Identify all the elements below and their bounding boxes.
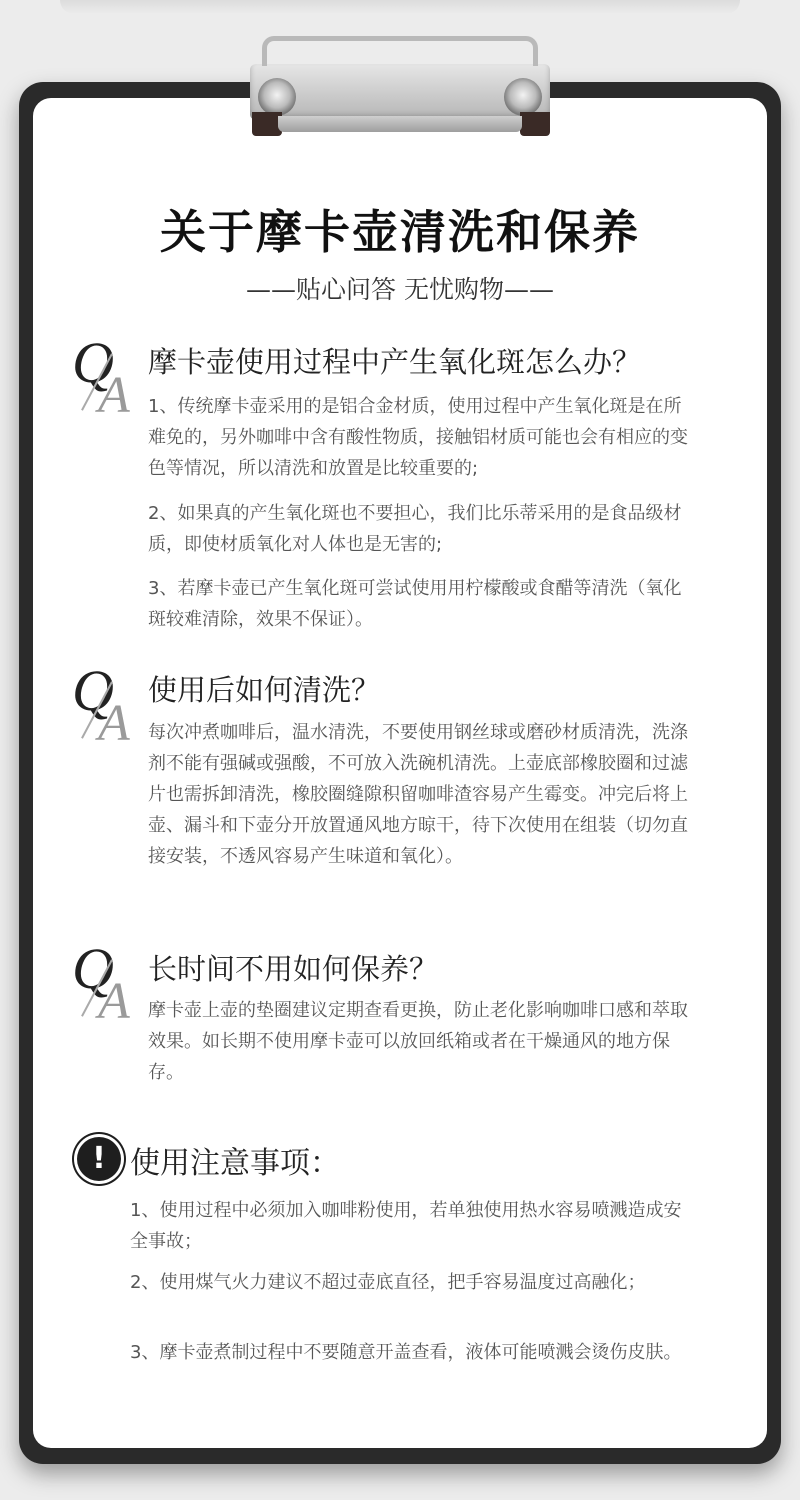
- note-item: 2、使用煤气火力建议不超过壶底直径，把手容易温度过高融化；: [130, 1272, 646, 1293]
- clip-rivet-left: [258, 78, 296, 116]
- answer-paragraph: 摩卡壶上壶的垫圈建议定期查看更换，防止老化影响咖啡口感和萃取效果。如长期不使用摩卡壶可以放回纸箱或者在干燥通风的地方保存。: [148, 1000, 688, 1083]
- notes-title: 使用注意事项：: [130, 1146, 340, 1181]
- question-title: 使用后如何清洗？: [148, 673, 381, 707]
- clip-lip: [278, 116, 522, 132]
- qa-icon: [72, 658, 142, 752]
- clipboard-clip: [244, 36, 556, 136]
- question-title: 长时间不用如何保养？: [148, 952, 439, 986]
- answer-paragraph: 1、传统摩卡壶采用的是铝合金材质，使用过程中产生氧化斑是在所难免的，另外咖啡中含有酸性物质，接触铝材质可能也会有相应的变色等情况，所以清洗和放置是比较重要的;: [148, 396, 688, 479]
- note-item: 3、摩卡壶煮制过程中不要随意开盖查看，液体可能喷溅会烫伤皮肤。: [130, 1342, 682, 1363]
- qa-icon-a: A: [98, 973, 130, 1030]
- top-shadow: [60, 0, 740, 14]
- qa-icon: [72, 936, 142, 1030]
- clip-foot-right: [520, 112, 550, 136]
- note-item: 1、使用过程中必须加入咖啡粉使用，若单独使用热水容易喷溅造成安全事故；: [130, 1200, 682, 1252]
- clip-rivet-right: [504, 78, 542, 116]
- qa-icon: [72, 330, 142, 424]
- qa-icon-a: A: [98, 367, 130, 424]
- qa-icon-q: Q: [72, 658, 114, 723]
- qa-icon-q: Q: [72, 330, 114, 395]
- clip-wire: [262, 36, 538, 66]
- question-title: 摩卡壶使用过程中产生氧化斑怎么办？: [148, 345, 642, 379]
- answer-paragraph: 2、如果真的产生氧化斑也不要担心，我们比乐蒂采用的是食品级材质，即使材质氧化对人体也是无害的;: [148, 503, 682, 555]
- qa-icon-q: Q: [72, 936, 114, 1001]
- page-subtitle: ——贴心问答 无忧购物——: [246, 275, 554, 304]
- answer-paragraph: 3、若摩卡壶已产生氧化斑可尝试使用用柠檬酸或食醋等清洗（氧化斑较难清除，效果不保证）。: [148, 578, 682, 630]
- qa-icon-a: A: [98, 695, 130, 752]
- answer-paragraph: 每次冲煮咖啡后，温水清洗，不要使用钢丝球或磨砂材质清洗，洗涤剂不能有强碱或强酸，不可放入洗碗机清洗。上壶底部橡胶圈和过滤片也需拆卸清洗，橡胶圈缝隙积留咖啡渣容易产生霉变。冲完后将上壶、漏斗和下壶分开放置通风地方晾干，待下次使用在组装（切勿直接安装，不透风容易产生味道和氧化）。: [148, 722, 688, 867]
- exclamation-icon: !: [77, 1137, 121, 1181]
- page-title: 关于摩卡壶清洗和保养: [160, 205, 640, 259]
